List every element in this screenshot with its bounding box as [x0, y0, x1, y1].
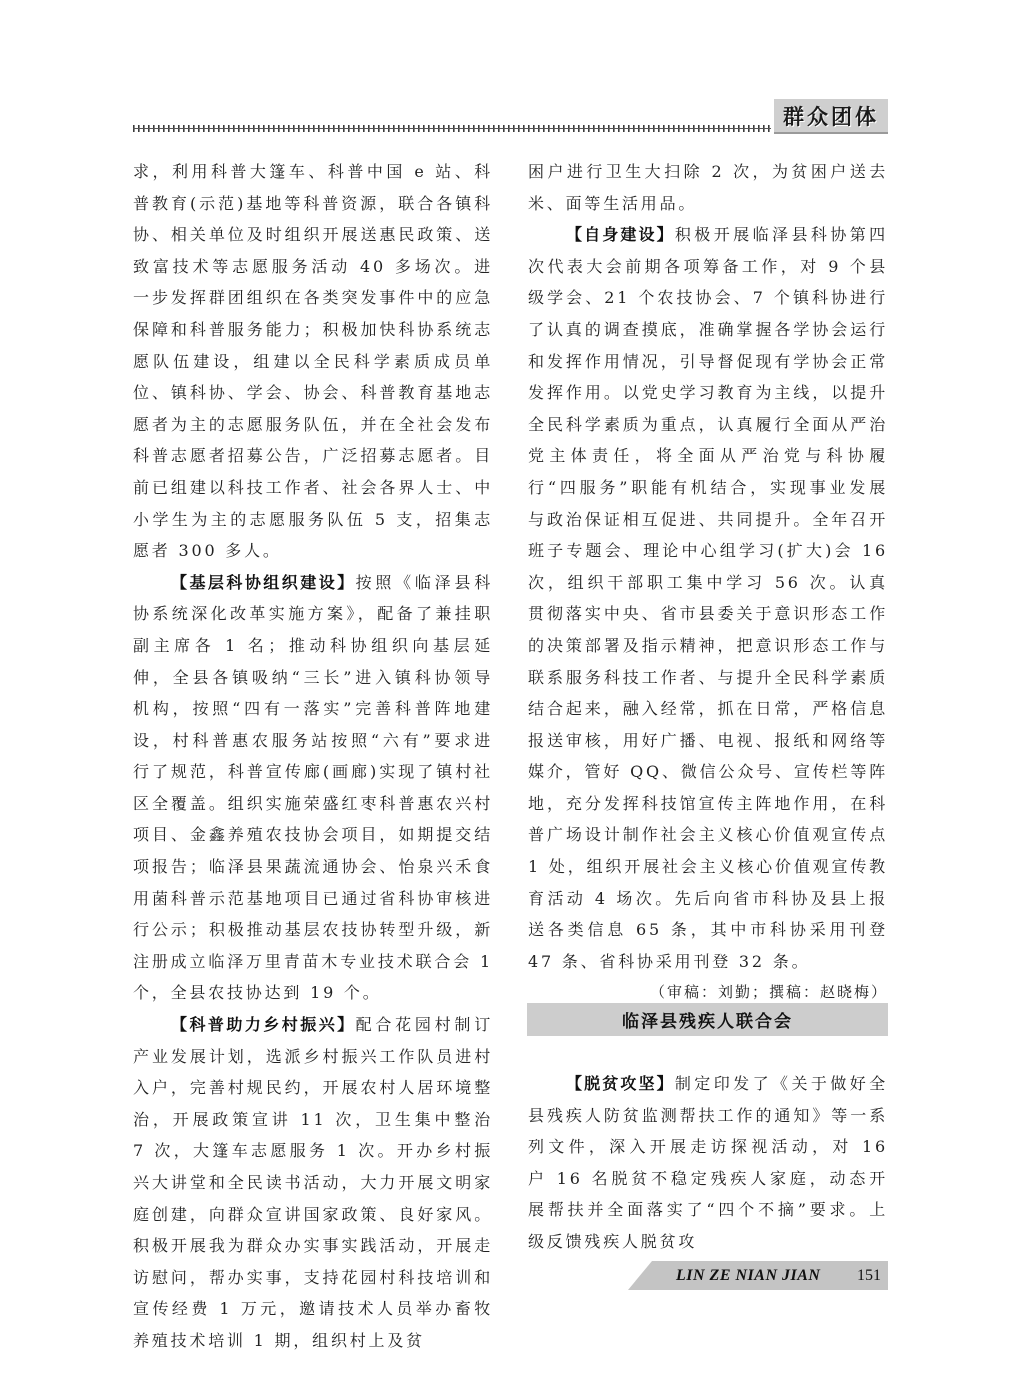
- byline: （审稿：刘勤；撰稿：赵晓梅）: [649, 983, 888, 1002]
- header-arrow-rule: [133, 125, 771, 132]
- paragraph-tag: 【脱贫攻坚】: [566, 1074, 675, 1093]
- paragraph: [133, 156, 493, 567]
- paragraph-text: 积极开展临泽县科协第四次代表大会前期各项筹备工作，对 9 个县级学会、21 个农技协会、7 个镇科协进行了认真的调查摸底，准确掌握各学协会运行和发挥作用情况，引导督促现有学协会正常发挥作用。以党史学习教育为主线，以提升全民科学素质为重点，认真履行全面从严治党主体责任，将全面从严治党与科协履行“四服务”职能有机结合，实现事业发展与政治保证相互促进、共同提升。全年召开班子专题会、理论中心组学习(扩大)会 16 次，组织干部职工集中学习 56 次。认真贯彻落实中央、省市县委关于意识形态工作的决策部署及指示精神，把意识形态工作与联系服务科技工作者、与提升全民科学素质结合起来，融入经常，抓在日常，严格信息报送审核，用好广播、电视、报纸和网络等媒介，管好 QQ、微信公众号、宣传栏等阵地，充分发挥科技馆宣传主阵地作用，在科普广场设计制作社会主义核心价值观宣传点 1 处，组织开展社会主义核心价值观宣传教育活动 4 场次。先后向省市科协及县上报送各类信息 65 条，其中市科协采用刊登 47 条、省科协采用刊登 32 条。: [528, 225, 888, 971]
- paragraph-tag: 【自身建设】: [566, 225, 675, 245]
- right-column-section: [528, 1068, 888, 1251]
- paragraph: [133, 1009, 493, 1357]
- paragraph-tag: 【科普助力乡村振兴】: [171, 1015, 356, 1035]
- section-tab: [774, 99, 888, 134]
- section-tab-title: 群众团体: [783, 104, 879, 129]
- left-column: [133, 156, 493, 1350]
- paragraph: [528, 219, 888, 977]
- paragraph-tag: 【基层科协组织建设】: [171, 572, 356, 592]
- section-heading: [527, 1003, 888, 1036]
- paragraph: [528, 1068, 888, 1258]
- paragraph-text: 配合花园村制订产业发展计划，选派乡村振兴工作队员进村入户，完善村规民约，开展农村人居环境整治，开展政策宣讲 11 次，卫生集中整治 7 次，大篷车志愿服务 1 次。开办乡村振兴大讲堂和全民读书活动，大力开展文明家庭创建，向群众宣讲国家政策、良好家风。积极开展我为群众办实事实践活动，开展走访慰问，帮办实事，支持花园村科技培训和宣传经费 1 万元，邀请技术人员举办畜牧养殖技术培训 1 期，组织村上及贫: [133, 1015, 493, 1350]
- paragraph: [133, 567, 493, 1009]
- paragraph-text: 困户进行卫生大扫除 2 次，为贫困户送去米、面等生活用品。: [528, 162, 888, 213]
- footer-running-title: LIN ZE NIAN JIAN: [676, 1267, 821, 1284]
- paragraph: [528, 156, 888, 219]
- right-column: [528, 156, 888, 1002]
- paragraph-text: 求，利用科普大篷车、科普中国 e 站、科普教育(示范)基地等科普资源，联合各镇科协、相关单位及时组织开展送惠民政策、送致富技术等志愿服务活动 40 多场次。进一步发挥群团组织在各类突发事件中的应急保障和科普服务能力；积极加快科协系统志愿队伍建设，组建以全民科学素质成员单位、镇科协、学会、协会、科普教育基地志愿者为主的志愿服务队伍，并在全社会发布科普志愿者招募公告，广泛招募志愿者。目前已组建以科技工作者、社会各界人士、中小学生为主的志愿服务队伍 5 支，招集志愿者 300 多人。: [133, 162, 493, 561]
- section-heading-title: 临泽县残疾人联合会: [622, 1012, 793, 1032]
- page-number: 151: [857, 1267, 881, 1284]
- paragraph-text: 按照《临泽县科协系统深化改革实施方案》，配备了兼挂职副主席各 1 名；推动科协组织向基层延伸，全县各镇吸纳“三长”进入镇科协领导机构，按照“四有一落实”完善科普阵地建设，村科普惠农服务站按照“六有”要求进行了规范，科普宣传廊(画廊)实现了镇村社区全覆盖。组织实施荣盛红枣科普惠农兴村项目、金鑫养殖农技协会项目，如期提交结项报告；临泽县果蔬流通协会、怡泉兴禾食用菌科普示范基地项目已通过省科协审核进行公示；积极推动基层农技协转型升级，新注册成立临泽万里青苗木专业技术联合会 1 个，全县农技协达到 19 个。: [133, 572, 493, 1003]
- paragraph-text: 制定印发了《关于做好全县残疾人防贫监测帮扶工作的通知》等一系列文件，深入开展走访探视活动，对 16 户 16 名脱贫不稳定残疾人家庭，动态开展帮扶并全面落实了“四个不摘”要求。上级反馈残疾人脱贫攻: [528, 1074, 888, 1251]
